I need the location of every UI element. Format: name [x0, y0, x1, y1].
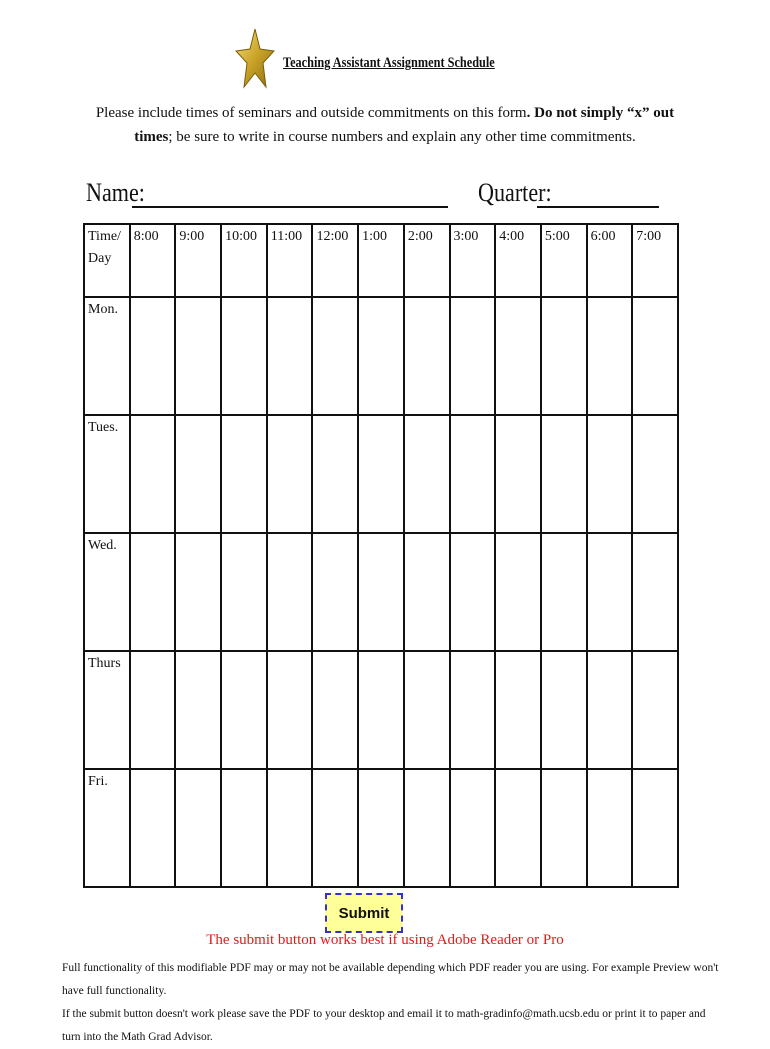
schedule-cell[interactable]: [312, 651, 358, 769]
time-day-header: [84, 224, 130, 297]
instructions-text-cont: ; be sure to write in course numbers and explain any other time commitments.: [168, 129, 636, 145]
schedule-cell[interactable]: [587, 769, 633, 887]
quarter-field[interactable]: [537, 206, 659, 208]
time-header: 10:00: [221, 224, 267, 297]
submit-note: The submit button works best if using Adobe Reader or Pro: [206, 932, 564, 948]
day-label: Tues.: [84, 415, 130, 533]
schedule-day-row: [84, 415, 678, 533]
footer-line-2: If the submit button doesn't work please save the PDF to your desktop and email it to math-gradinfo@math.ucsb.edu or print it to paper and turn into the Math Grad Advisor.: [62, 1008, 706, 1043]
footer-note: [62, 957, 722, 1049]
schedule-cell[interactable]: [358, 533, 404, 651]
schedule-cell[interactable]: [175, 415, 221, 533]
schedule-day-row: [84, 297, 678, 415]
day-label: Fri.: [84, 769, 130, 887]
time-header: 5:00: [541, 224, 587, 297]
schedule-cell[interactable]: [358, 769, 404, 887]
time-header: 11:00: [267, 224, 313, 297]
schedule-cell[interactable]: [495, 415, 541, 533]
day-label: Wed.: [84, 533, 130, 651]
schedule-cell[interactable]: [450, 533, 496, 651]
schedule-cell[interactable]: [175, 297, 221, 415]
schedule-cell[interactable]: [130, 651, 176, 769]
schedule-cell[interactable]: [358, 651, 404, 769]
time-header: 4:00: [495, 224, 541, 297]
schedule-cell[interactable]: [450, 651, 496, 769]
footer-line-1: Full functionality of this modifiable PDF may or may not be available depending which PDF reader you are using. For example Preview won't have full functionality.: [62, 962, 719, 997]
schedule-day-row: [84, 533, 678, 651]
time-header: 1:00: [358, 224, 404, 297]
schedule-cell[interactable]: [541, 769, 587, 887]
day-label: Thurs: [84, 651, 130, 769]
schedule-cell[interactable]: [267, 769, 313, 887]
instructions-emphasis: . Do not simply “x” out times: [134, 105, 675, 145]
schedule-cell[interactable]: [404, 297, 450, 415]
schedule-cell[interactable]: [495, 769, 541, 887]
schedule-cell[interactable]: [632, 415, 678, 533]
time-header: 9:00: [175, 224, 221, 297]
schedule-cell[interactable]: [267, 533, 313, 651]
instructions: [78, 101, 692, 149]
schedule-grid: [83, 223, 679, 888]
schedule-cell[interactable]: [130, 769, 176, 887]
schedule-cell[interactable]: [404, 651, 450, 769]
schedule-cell[interactable]: [541, 297, 587, 415]
schedule-cell[interactable]: [358, 415, 404, 533]
schedule-cell[interactable]: [267, 297, 313, 415]
schedule-cell[interactable]: [541, 533, 587, 651]
schedule-cell[interactable]: [587, 533, 633, 651]
schedule-cell[interactable]: [175, 651, 221, 769]
schedule-cell[interactable]: [404, 533, 450, 651]
schedule-day-row: [84, 651, 678, 769]
schedule-cell[interactable]: [312, 297, 358, 415]
time-header: 3:00: [450, 224, 496, 297]
time-header: 7:00: [632, 224, 678, 297]
schedule-cell[interactable]: [450, 415, 496, 533]
schedule-cell[interactable]: [130, 533, 176, 651]
schedule-cell[interactable]: [221, 297, 267, 415]
schedule-cell[interactable]: [221, 533, 267, 651]
schedule-cell[interactable]: [267, 651, 313, 769]
instructions-text: Please include times of seminars and outside commitments on this form: [95, 105, 527, 121]
schedule-cell[interactable]: [221, 415, 267, 533]
time-header: 2:00: [404, 224, 450, 297]
gold-star-icon: [235, 27, 275, 89]
page-title: Teaching Assistant Assignment Schedule: [283, 55, 495, 71]
time-header: 6:00: [587, 224, 633, 297]
schedule-cell[interactable]: [130, 415, 176, 533]
schedule-cell[interactable]: [587, 297, 633, 415]
day-label: Mon.: [84, 297, 130, 415]
quarter-label: Quarter:: [478, 178, 552, 207]
schedule-cell[interactable]: [495, 533, 541, 651]
schedule-cell[interactable]: [130, 297, 176, 415]
schedule-cell[interactable]: [312, 533, 358, 651]
schedule-header-row: [84, 224, 678, 297]
schedule-cell[interactable]: [221, 769, 267, 887]
schedule-cell[interactable]: [312, 769, 358, 887]
schedule-cell[interactable]: [404, 415, 450, 533]
time-header-label: Time/: [88, 229, 121, 244]
name-field[interactable]: [132, 206, 448, 208]
schedule-cell[interactable]: [632, 651, 678, 769]
schedule-cell[interactable]: [175, 533, 221, 651]
name-label: Name:: [86, 178, 145, 207]
schedule-day-row: [84, 769, 678, 887]
schedule-cell[interactable]: [404, 769, 450, 887]
schedule-cell[interactable]: [587, 415, 633, 533]
schedule-cell[interactable]: [221, 651, 267, 769]
schedule-cell[interactable]: [632, 769, 678, 887]
schedule-cell[interactable]: [495, 651, 541, 769]
schedule-cell[interactable]: [175, 769, 221, 887]
time-header: 8:00: [130, 224, 176, 297]
schedule-cell[interactable]: [450, 769, 496, 887]
schedule-cell[interactable]: [587, 651, 633, 769]
schedule-cell[interactable]: [267, 415, 313, 533]
time-header: 12:00: [312, 224, 358, 297]
schedule-cell[interactable]: [358, 297, 404, 415]
schedule-cell[interactable]: [541, 415, 587, 533]
schedule-cell[interactable]: [632, 297, 678, 415]
day-header-label: Day: [88, 251, 112, 266]
schedule-cell[interactable]: [450, 297, 496, 415]
schedule-cell[interactable]: [632, 533, 678, 651]
schedule-cell[interactable]: [541, 651, 587, 769]
submit-button[interactable]: Submit: [325, 893, 403, 933]
schedule-cell[interactable]: [495, 297, 541, 415]
schedule-cell[interactable]: [312, 415, 358, 533]
